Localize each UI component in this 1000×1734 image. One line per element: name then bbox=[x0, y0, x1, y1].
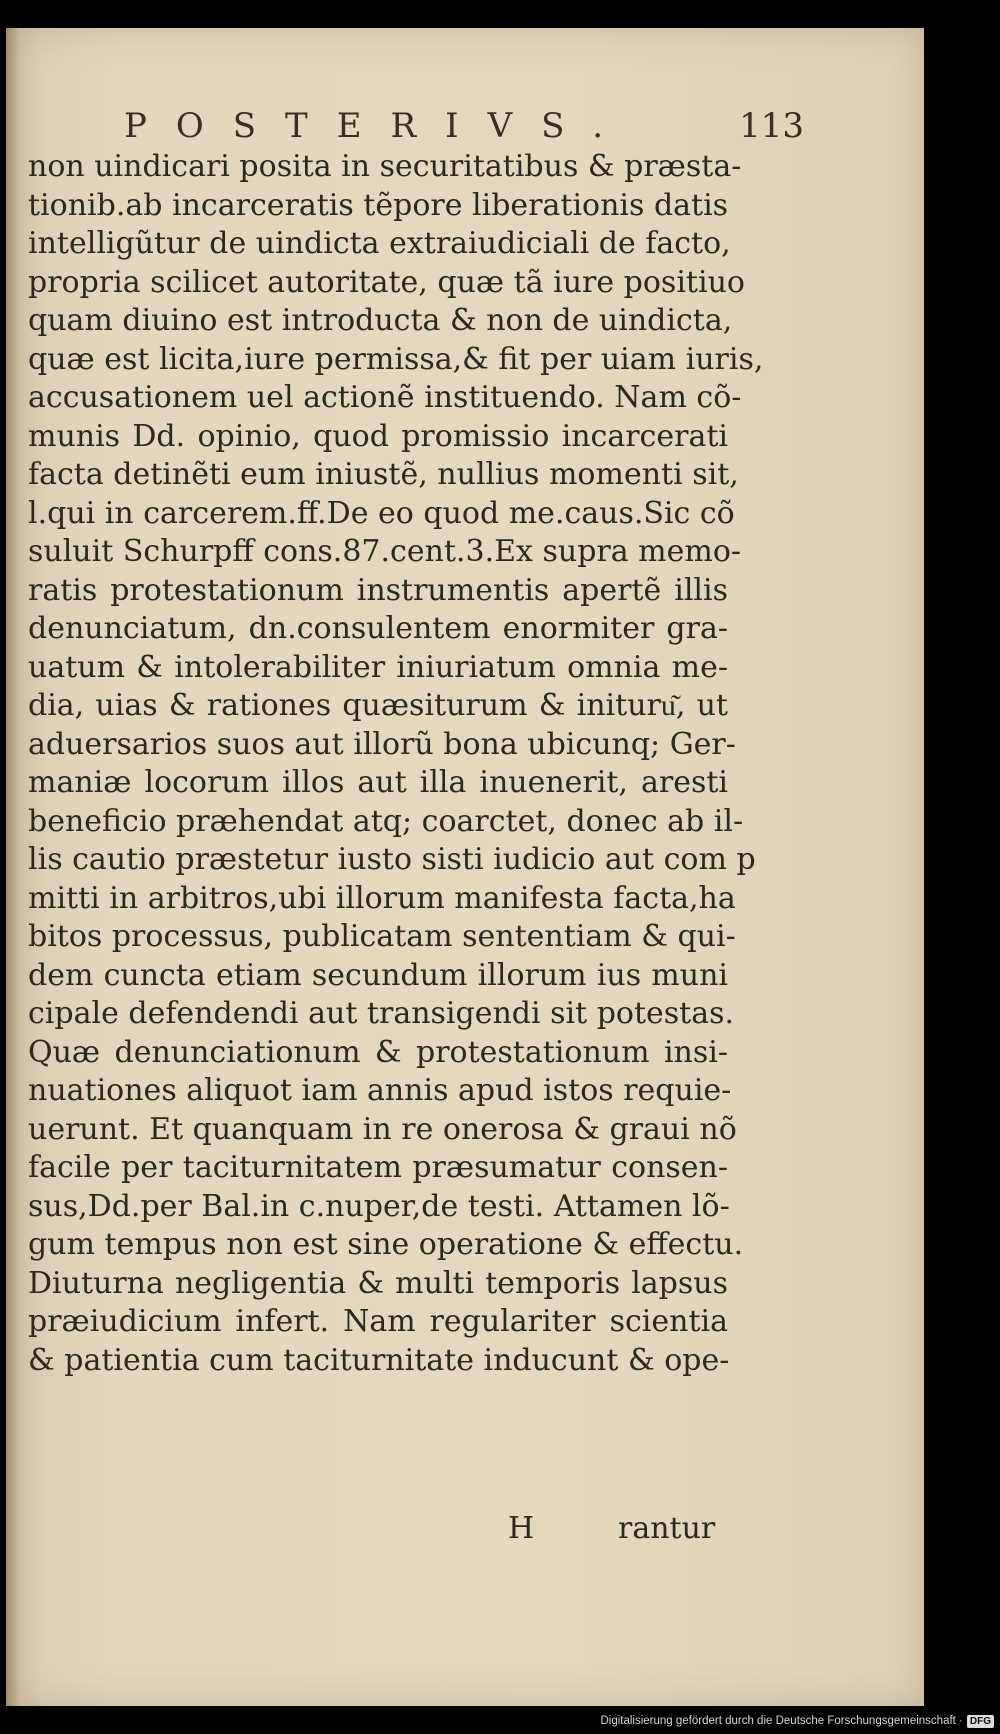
text-line: lis cautio præstetur iusto sisti iudicio aut com p bbox=[28, 842, 756, 877]
text-line: quæ est licita,iure permissa,& fit per uiam iuris, bbox=[28, 341, 764, 377]
text-line: beneficio præhendat atq; coarctet, donec ab il- bbox=[28, 803, 744, 839]
text-line: aduersarios suos aut illorũ bona ubicunq; Ger- bbox=[28, 726, 736, 762]
page-number: 113 bbox=[739, 106, 804, 146]
text-line: dia, uias & rationes quæsiturum & inituru͂, ut bbox=[28, 688, 728, 723]
text-line: tionib.ab incarceratis tẽpore liberationis datis bbox=[28, 187, 729, 223]
text-line: facta detinẽti eum iniustẽ, nullius momenti sit, bbox=[28, 457, 739, 492]
text-line: suluit Schurpff cons.87.cent.3.Ex supra memo- bbox=[28, 534, 742, 569]
text-line: mitti in arbitros,ubi illorum manifesta facta,ha bbox=[28, 880, 736, 916]
text-line: quam diuino est introducta & non de uindicta, bbox=[28, 303, 733, 338]
text-line: accusationem uel actionẽ instituendo. Nam cõ- bbox=[28, 380, 742, 415]
text-line: nuationes aliquot iam annis apud istos requie- bbox=[28, 1073, 732, 1108]
text-line: cipale defendendi aut transigendi sit potestas. bbox=[28, 996, 735, 1031]
page-gutter-shadow bbox=[6, 28, 20, 1706]
text-line: facile per taciturnitatem præsumatur consen- bbox=[28, 1150, 728, 1185]
text-line: Quæ denunciationum & protestationum insi- bbox=[28, 1034, 728, 1070]
text-line: maniæ locorum illos aut illa inuenerit, aresti bbox=[28, 765, 728, 800]
text-line: uerunt. Et quanquam in re onerosa & graui nõ bbox=[28, 1111, 737, 1147]
text-line: denunciatum, dn.consulentem enormiter gra- bbox=[28, 611, 728, 646]
page-footer bbox=[28, 1511, 728, 1551]
running-head: POSTERIVS. bbox=[124, 106, 633, 146]
text-line: l.qui in carcerem.ff.De eo quod me.caus.Sic cõ bbox=[28, 495, 735, 531]
text-line: ratis protestationum instrumentis apertẽ illis bbox=[28, 572, 728, 608]
book-page bbox=[6, 28, 924, 1706]
catchword: rantur bbox=[618, 1511, 716, 1546]
text-line: uatum & intolerabiliter iniuriatum omnia me- bbox=[28, 649, 728, 685]
text-block bbox=[28, 148, 764, 1546]
text-line: intelligũtur de uindicta extraiudiciali de facto, bbox=[28, 226, 731, 261]
text-line: gum tempus non est sine operatione & effectu. bbox=[28, 1227, 744, 1262]
text-line: sus,Dd.per Bal.in c.nuper,de testi. Attamen lõ- bbox=[28, 1188, 730, 1224]
digitization-note: Digitalisierung gefördert durch die Deutsche Forschungsgemeinschaft · bbox=[600, 1715, 963, 1727]
text-line: propria scilicet autoritate, quæ tã iure positiuo bbox=[28, 264, 745, 300]
text-line: & patientia cum taciturnitate inducunt & ope- bbox=[28, 1342, 730, 1378]
text-line: præiudicium infert. Nam regulariter scientia bbox=[28, 1304, 728, 1339]
page-header bbox=[124, 106, 804, 146]
text-line: Diuturna negligentia & multi temporis lapsus bbox=[28, 1265, 728, 1301]
signature-mark: H bbox=[508, 1511, 535, 1546]
dfg-logo-icon: DFG bbox=[967, 1715, 994, 1728]
text-line: non uindicari posita in securitatibus & præsta- bbox=[28, 149, 742, 184]
digitization-credit bbox=[600, 1711, 994, 1731]
text-line: munis Dd. opinio, quod promissio incarcerati bbox=[28, 418, 728, 454]
text-line: bitos processus, publicatam sententiam & qui- bbox=[28, 919, 736, 954]
text-line: dem cuncta etiam secundum illorum ius muni bbox=[28, 957, 728, 993]
